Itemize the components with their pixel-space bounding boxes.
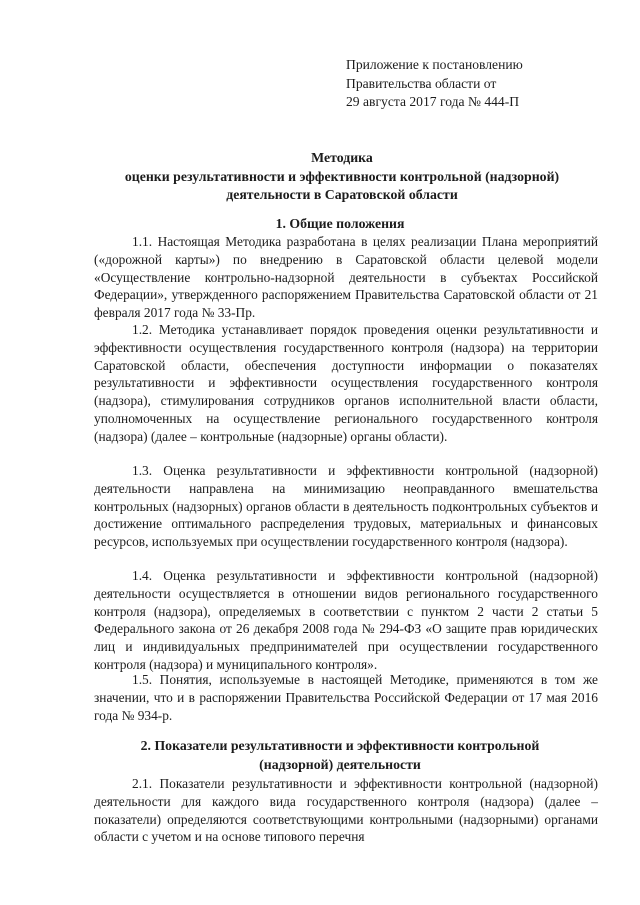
section-2-heading-line: (надзорной) деятельности — [259, 756, 421, 772]
section-2-heading — [60, 737, 620, 774]
appendix-line: Правительства области от — [346, 75, 497, 91]
appendix-note — [346, 56, 616, 112]
paragraph-1-1: 1.1. Настоящая Методика разработана в целях реализации Плана мероприятий («дорожной карты») по внедрению в Саратовской области целевой модели «Осуществление контрольно-надзорной деятельности в субъектах Российской Федерации», утвержденного распоряжением Правительства Саратовской области от 21 февраля 2017 года № 33-Пр. — [94, 234, 598, 320]
title-line: Методика — [311, 150, 373, 165]
section-1-heading: 1. Общие положения — [275, 216, 405, 231]
document-title — [72, 149, 612, 205]
title-line: деятельности в Саратовской области — [226, 187, 458, 202]
title-line: оценки результативности и эффективности контрольной (надзорной) — [124, 168, 560, 184]
appendix-line: 29 августа 2017 года № 444-П — [346, 94, 520, 109]
appendix-line: Приложение к постановлению — [346, 57, 523, 72]
paragraph-1-4: 1.4. Оценка результативности и эффективности контрольной (надзорной) деятельности осуществляется в отношении видов регионального государственного контроля (надзора), определяемых в соответствии с пунктом 2 части 2 статьи 5 Федерального закона от 26 декабря 2008 года № 294-ФЗ «О защите прав юридических лиц и индивидуальных предпринимателей при осуществлении государственного контроля (надзора) и муниципального контроля». — [94, 568, 598, 672]
section-2-heading-line: 2. Показатели результативности и эффективности контрольной — [140, 738, 540, 753]
paragraph-2-1: 2.1. Показатели результативности и эффективности контрольной (надзорной) деятельности для каждого вида государственного контроля (надзора) (далее – показатели) определяются соответствующими контрольными (надзорными) органами области с учетом и на основе типового перечня — [94, 776, 598, 845]
paragraph-1-5: 1.5. Понятия, используемые в настоящей Методике, применяются в том же значении, что и в распоряжении Правительства Российской Федерации от 17 мая 2016 года № 934-р. — [94, 672, 598, 723]
paragraph-1-2: 1.2. Методика устанавливает порядок проведения оценки результативности и эффективности осуществления государственного контроля (надзора) на территории Саратовской области, обеспечения доступности информации о показателях результативности и эффективности осуществления государственного контроля (надзора), стимулирования сотрудников органов исполнительной власти области, уполномоченных на осуществление регионального государственного контроля (надзора) (далее – контрольные (надзорные) органы области). — [94, 322, 598, 444]
paragraph-1-3: 1.3. Оценка результативности и эффективности контрольной (надзорной) деятельности направлена на минимизацию неоправданного вмешательства контрольных (надзорных) органов области в деятельность подконтрольных субъектов и достижение оптимального распределения трудовых, материальных и финансовых ресурсов, используемых при осуществлении государственного контроля (надзора). — [94, 463, 598, 549]
